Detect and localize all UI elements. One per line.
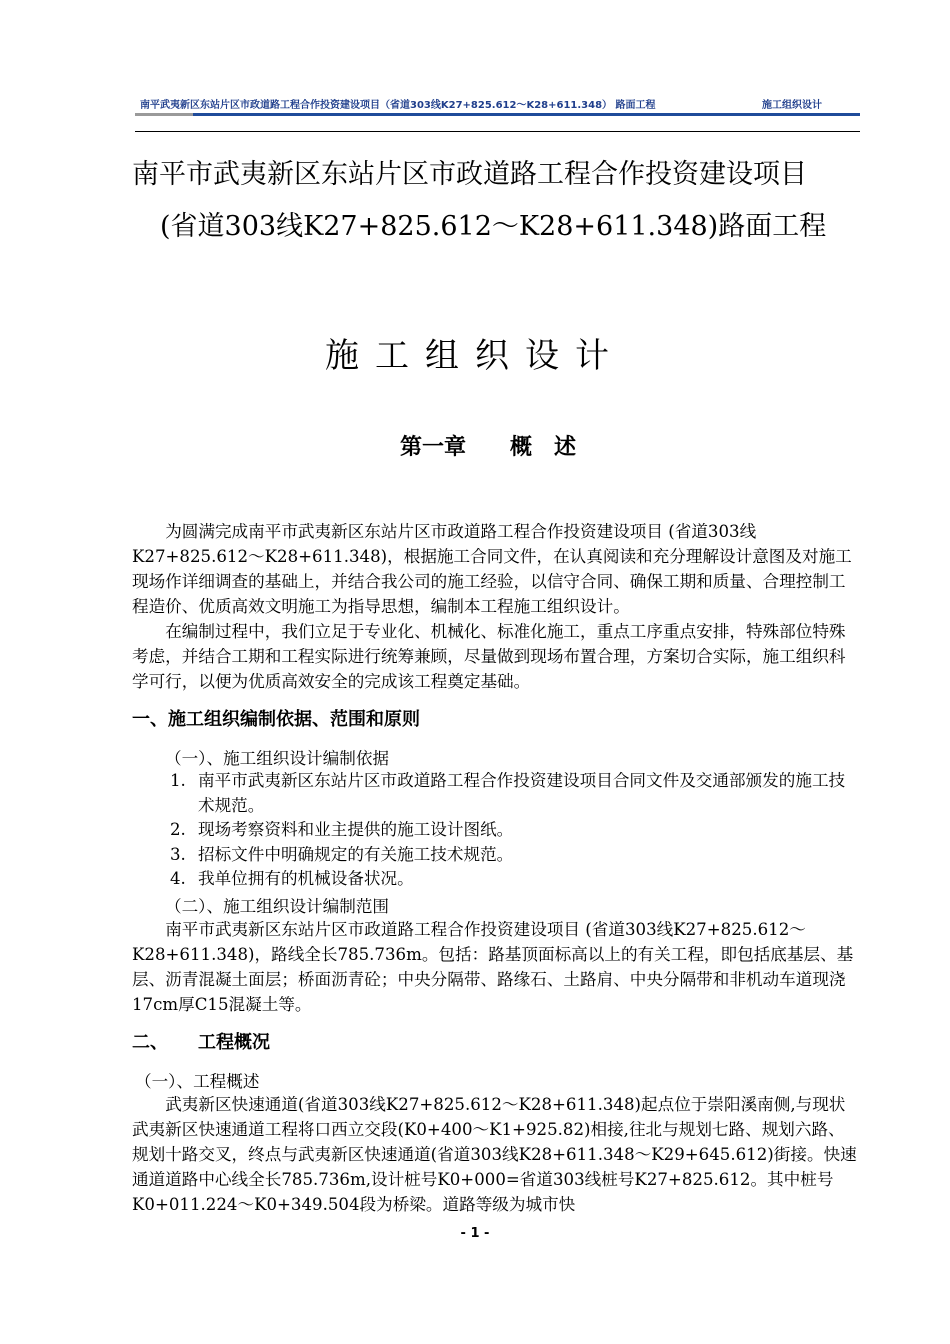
overview-paragraph: 武夷新区快速通道(省道303线K27+825.612～K28+611.348)起点位于崇阳溪南侧,与现状武夷新区快速通道工程将口西立交段(K0+400～K1+925.82)相接,往北与规划七路、规划六路、规划十路交叉，终点与武夷新区快速通道(省道303线K28+611.348～K29+645.612)街接。快速通道道路中心线全长785.736m,设计桩号K0+000=省道303线桩号K27+825.612。其中桩号K0+011.224～K0+349.504段为桥梁。道路等级为城市快	[132, 1095, 857, 1214]
subsection-basis: （一）、施工组织设计编制依据	[165, 749, 390, 768]
header-doc-type: 施工组织设计	[762, 100, 822, 111]
header-project-title: 南平武夷新区东站片区市政道路工程合作投资建设项目（省道303线K27+825.612～K28+611.348） 路面工程	[140, 100, 656, 111]
list-item: 3. 招标文件中明确规定的有关施工技术规范。	[170, 844, 514, 864]
list-item: 4. 我单位拥有的机械设备状况。	[170, 869, 414, 888]
section-heading-1: 一、施工组织编制依据、范围和原则	[132, 709, 420, 730]
intro-paragraph-2: 在编制过程中，我们立足于专业化、机械化、标准化施工，重点工序重点安排，特殊部位特殊考虑，并结合工期和工程实际进行统筹兼顾，尽量做到现场布置合理，方案切合实际，施工组织科学可行，以便为优质高效安全的完成该工程奠定基础。	[132, 622, 846, 691]
project-title-line1: 南平市武夷新区东站片区市政道路工程合作投资建设项目	[132, 159, 807, 190]
page-number: - 1 -	[460, 1226, 490, 1241]
header-accent-bar-gray	[135, 113, 193, 116]
chapter-heading: 第一章 概 述	[400, 435, 577, 460]
header-divider	[135, 131, 860, 132]
subsection-overview: （一）、工程概述	[135, 1072, 260, 1091]
section-heading-2: 二、 工程概况	[132, 1032, 270, 1053]
subsection-scope: （二）、施工组织设计编制范围	[165, 897, 390, 916]
list-item: 2. 现场考察资料和业主提供的施工设计图纸。	[170, 820, 514, 839]
scope-paragraph: 南平市武夷新区东站片区市政道路工程合作投资建设项目 (省道303线K27+825.612～K28+611.348)，路线全长785.736m。包括：路基顶面标高以上的有关工程，即包括底基层、基层、沥青混凝土面层；桥面沥青砼；中央分隔带、路缘石、土路肩、中央分隔带和非机动车道现浇17cm厚C15混凝土等。	[132, 920, 854, 1014]
document-main-title: 施工组织设计	[325, 336, 625, 376]
list-item: 1. 南平市武夷新区东站片区市政道路工程合作投资建设项目合同文件及交通部颁发的施工技术规范。	[170, 771, 846, 815]
intro-paragraph-1: 为圆满完成南平市武夷新区东站片区市政道路工程合作投资建设项目 (省道303线K27+825.612～K28+611.348)，根据施工合同文件，在认真阅读和充分理解设计意图及对施工现场作详细调查的基础上，并结合我公司的施工经验，以信守合同、确保工期和质量、合理控制工程造价、优质高效文明施工为指导思想，编制本工程施工组织设计。	[132, 522, 852, 616]
basis-list	[170, 769, 860, 892]
project-title-line2: (省道303线K27+825.612～K28+611.348)路面工程	[160, 211, 827, 242]
header-accent-bar-blue	[193, 113, 860, 116]
